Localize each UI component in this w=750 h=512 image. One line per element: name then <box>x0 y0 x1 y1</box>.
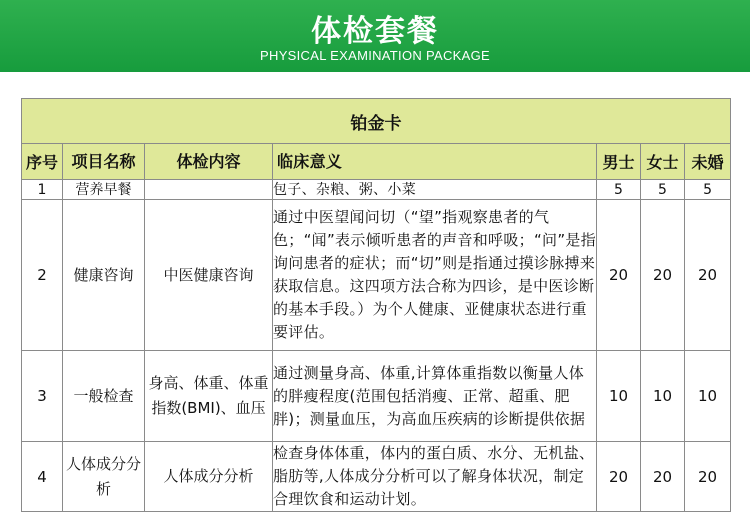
row-name: 人体成分分析 <box>63 442 145 512</box>
row-unmarried-price: 5 <box>685 180 731 200</box>
header-num: 序号 <box>22 144 63 180</box>
row-name: 营养早餐 <box>63 180 145 200</box>
page-subtitle: PHYSICAL EXAMINATION PACKAGE <box>260 48 490 63</box>
header-unmarried: 未婚 <box>685 144 731 180</box>
table-row <box>22 351 731 442</box>
header-content: 体检内容 <box>145 144 273 180</box>
row-content: 人体成分分析 <box>145 442 273 512</box>
row-name: 一般检查 <box>63 351 145 442</box>
header-banner <box>0 0 750 72</box>
row-unmarried-price: 20 <box>685 442 731 512</box>
row-male-price: 20 <box>597 200 641 351</box>
row-male-price: 10 <box>597 351 641 442</box>
row-clinical: 通过测量身高、体重,计算体重指数以衡量人体的胖瘦程度(范围包括消瘦、正常、超重、肥胖)；测量血压，为高血压疾病的诊断提供依据 <box>273 351 597 442</box>
row-content: 身高、体重、体重指数(BMI)、血压 <box>145 351 273 442</box>
row-name: 健康咨询 <box>63 200 145 351</box>
row-num: 1 <box>22 180 63 200</box>
card-title: 铂金卡 <box>22 99 731 144</box>
row-female-price: 20 <box>641 200 685 351</box>
row-content: 中医健康咨询 <box>145 200 273 351</box>
row-num: 2 <box>22 200 63 351</box>
row-unmarried-price: 10 <box>685 351 731 442</box>
row-clinical: 检查身体体重，体内的蛋白质、水分、无机盐、脂肪等,人体成分分析可以了解身体状况，制定合理饮食和运动计划。 <box>273 442 597 512</box>
header-clinical: 临床意义 <box>273 144 597 180</box>
table-row <box>22 200 731 351</box>
row-content <box>145 180 273 200</box>
row-num: 4 <box>22 442 63 512</box>
row-female-price: 20 <box>641 442 685 512</box>
header-name: 项目名称 <box>63 144 145 180</box>
table-row <box>22 180 731 200</box>
header-female: 女士 <box>641 144 685 180</box>
table-row <box>22 442 731 512</box>
row-female-price: 5 <box>641 180 685 200</box>
row-female-price: 10 <box>641 351 685 442</box>
row-unmarried-price: 20 <box>685 200 731 351</box>
row-num: 3 <box>22 351 63 442</box>
card-title-row <box>22 99 731 144</box>
row-clinical: 通过中医望闻问切（“望”指观察患者的气色；“闻”表示倾听患者的声音和呼吸；“问”是指询问患者的症状；而“切”则是指通过摸诊脉搏来获取信息。这四项方法合称为四诊，是中医诊断的基本手段。）为个人健康、亚健康状态进行重要评估。 <box>273 200 597 351</box>
header-male: 男士 <box>597 144 641 180</box>
row-male-price: 20 <box>597 442 641 512</box>
table-header-row <box>22 144 731 180</box>
page-title: 体检套餐 <box>311 14 439 49</box>
row-clinical: 包子、杂粮、粥、小菜 <box>273 180 597 200</box>
package-table <box>21 98 731 512</box>
row-male-price: 5 <box>597 180 641 200</box>
